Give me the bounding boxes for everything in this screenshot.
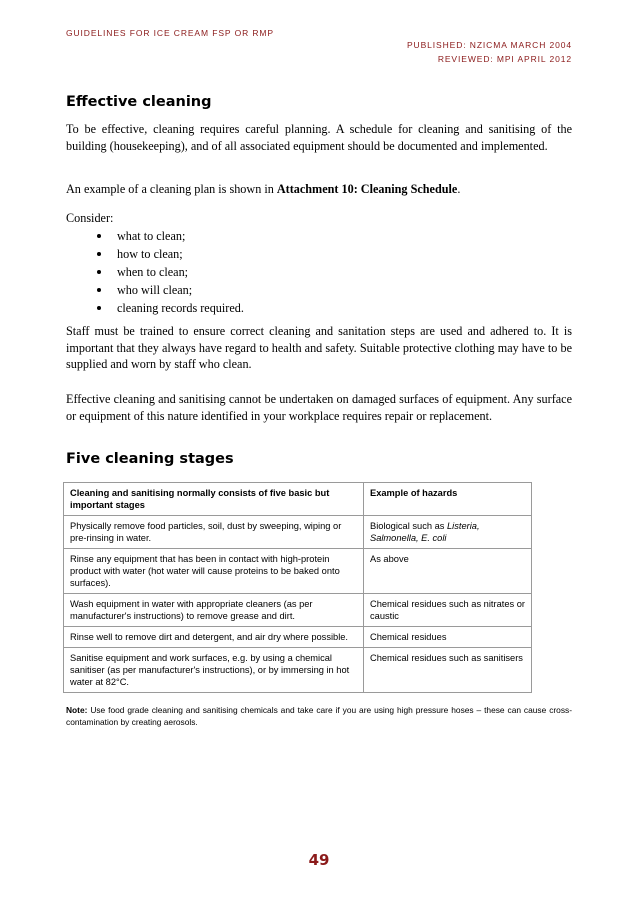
bullet-icon (97, 252, 101, 256)
table-row (64, 516, 532, 549)
consider-label: Consider: (66, 211, 114, 225)
paragraph-staff-training: Staff must be trained to ensure correct cleaning and sanitation steps are used and adhered to. It is important that they always have regard to health and safety. Suitable protective clothing may have to be supplied and worn by staff who clean. (66, 324, 572, 371)
paragraph-planning: To be effective, cleaning requires careful planning. A schedule for cleaning and sanitising of the building (housekeeping), and of all associated equipment should be documented and implemented. (66, 122, 572, 153)
stage-cell: Sanitise equipment and work surfaces, e.g. by using a chemical sanitiser (as per manufacturer's instructions), or by immersing in hot water at 82°C. (64, 648, 364, 693)
paragraph-damaged-surfaces: Effective cleaning and sanitising cannot be undertaken on damaged surfaces of equipment. Any surface or equipment of this nature identified in your workplace requires repair or replacement. (66, 392, 572, 423)
bullet-item: cleaning records required. (97, 299, 244, 317)
bullet-item: who will clean; (97, 281, 244, 299)
hazard-cell: Chemical residues such as sanitisers (364, 648, 532, 693)
hazard-cell: Chemical residues (364, 627, 532, 648)
bullet-icon (97, 234, 101, 238)
note-label: Note: (66, 705, 88, 715)
hazard-cell: As above (364, 549, 532, 594)
hazard-cell: Chemical residues such as nitrates or caustic (364, 594, 532, 627)
heading-effective-cleaning: Effective cleaning (66, 94, 212, 110)
bullet-icon (97, 270, 101, 274)
stage-cell: Rinse any equipment that has been in contact with high-protein product with water (hot water will cause proteins to be baked onto surfaces). (64, 549, 364, 594)
header-publication-info (407, 38, 572, 66)
cleaning-stages-table (63, 482, 532, 693)
stage-cell: Wash equipment in water with appropriate cleaners (as per manufacturer's instructions) to remove grease and dirt. (64, 594, 364, 627)
hazard-cell: Biological such as Listeria, Salmonella, E. coli (364, 516, 532, 549)
stage-cell: Rinse well to remove dirt and detergent, and air dry where possible. (64, 627, 364, 648)
stage-cell: Physically remove food particles, soil, dust by sweeping, wiping or pre-rinsing in water. (64, 516, 364, 549)
bullet-icon (97, 306, 101, 310)
table-row (64, 627, 532, 648)
consider-bullet-list (97, 227, 244, 317)
heading-five-cleaning-stages: Five cleaning stages (66, 451, 234, 467)
header-guideline-title: GUIDELINES FOR ICE CREAM FSP OR RMP (66, 28, 274, 38)
column-header-stages: Cleaning and sanitising normally consists of five basic but important stages (64, 483, 364, 516)
header-published: PUBLISHED: NZICMA MARCH 2004 (406, 40, 572, 50)
bullet-item: what to clean; (97, 227, 244, 245)
header-reviewed: REVIEWED: MPI APRIL 2012 (437, 54, 572, 64)
column-header-hazards: Example of hazards (364, 483, 532, 516)
attachment-reference: Attachment 10: Cleaning Schedule (276, 182, 458, 196)
note-text: Use food grade cleaning and sanitising chemicals and take care if you are using high pressure hoses – these can cause cross-contamination by creating aerosols. (66, 705, 572, 727)
page-number: 49 (308, 851, 330, 869)
bullet-icon (97, 288, 101, 292)
bullet-item: when to clean; (97, 263, 244, 281)
table-row (64, 594, 532, 627)
note-paragraph (66, 705, 572, 728)
table-header-row (64, 483, 532, 516)
paragraph-cleaning-plan: An example of a cleaning plan is shown in Attachment 10: Cleaning Schedule. (66, 182, 461, 196)
bullet-item: how to clean; (97, 245, 244, 263)
table-row (64, 549, 532, 594)
table-row (64, 648, 532, 693)
